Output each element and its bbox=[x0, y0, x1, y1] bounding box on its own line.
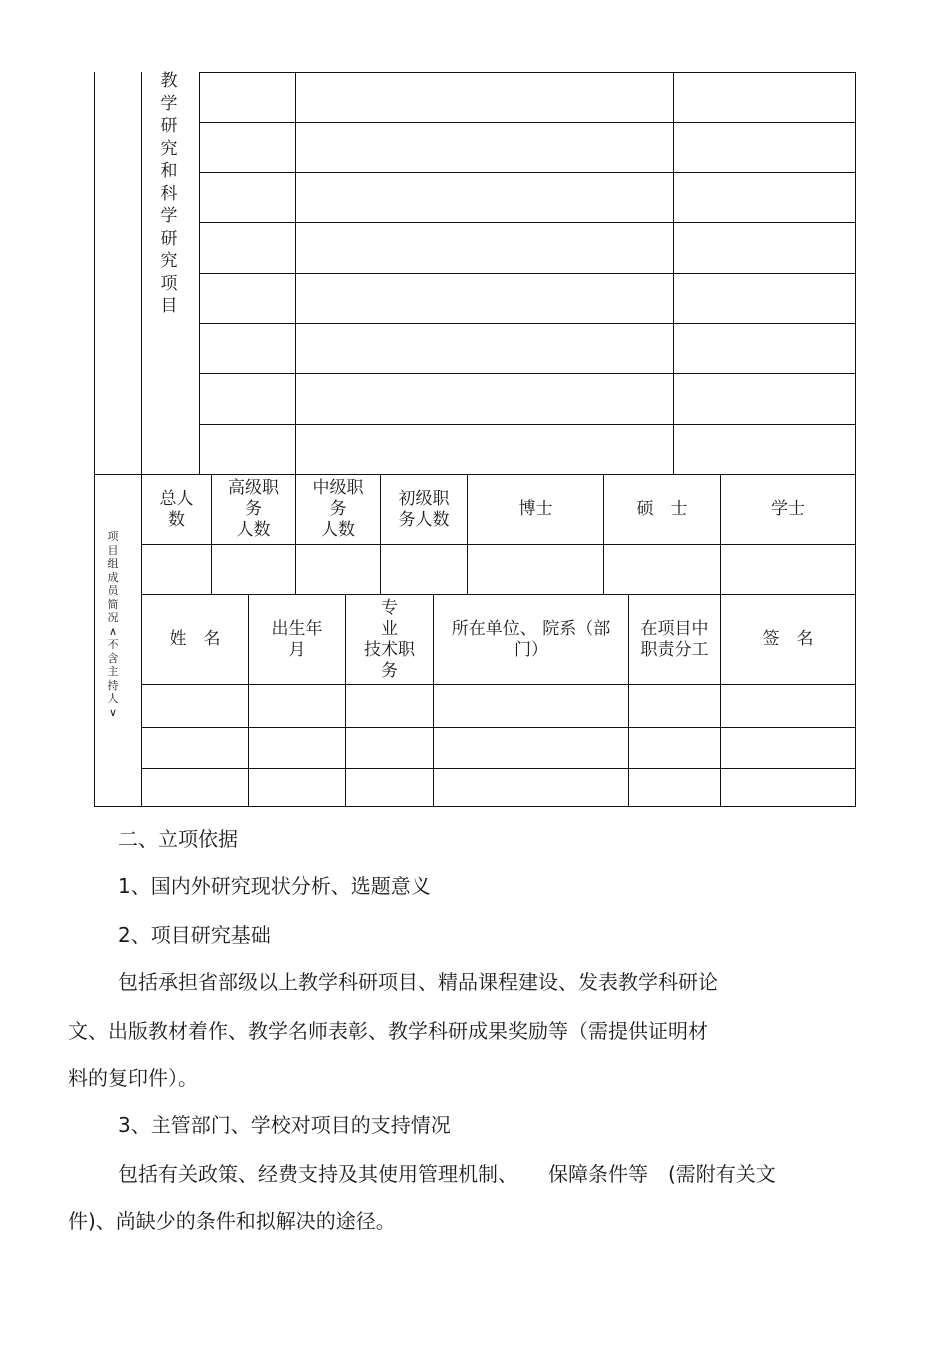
item-2-description-line: 包括承担省部级以上教学科研项目、精品课程建设、发表教学科研论 bbox=[118, 970, 718, 994]
table-row-line bbox=[199, 72, 856, 73]
header-phd: 博士 bbox=[518, 499, 553, 519]
header-total-count: 总人 数 bbox=[159, 488, 194, 530]
section-heading-basis: 二、立项依据 bbox=[118, 827, 238, 851]
table-row-line bbox=[199, 222, 856, 223]
table-right-border bbox=[855, 72, 856, 806]
table-left-border bbox=[94, 72, 95, 806]
item-3-heading: 3、主管部门、学校对项目的支持情况 bbox=[118, 1113, 451, 1137]
table-row-line bbox=[199, 323, 856, 324]
item-2-description-line: 文、出版教材着作、教学名师表彰、教学科研成果奖励等（需提供证明材 bbox=[68, 1019, 708, 1043]
table-row-line bbox=[199, 172, 856, 173]
table-row-line bbox=[199, 273, 856, 274]
item-3-description-line: 包括有关政策、经费支持及其使用管理机制、 保障条件等 (需附有关文 bbox=[118, 1162, 776, 1186]
header-unit-department: 所在单位、 院系（部 门） bbox=[451, 618, 611, 660]
table-row-line bbox=[199, 424, 856, 425]
header-professional-title: 专 业 技术职 务 bbox=[364, 597, 415, 681]
research-projects-label: 教 学 研 究 和 科 学 研 究 项 目 bbox=[160, 71, 178, 316]
header-middle-title-count: 中级职 务 人数 bbox=[312, 478, 364, 540]
header-bachelor: 学士 bbox=[771, 499, 805, 519]
header-member-name: 姓 名 bbox=[169, 629, 221, 649]
header-senior-title-count: 高级职 务 人数 bbox=[228, 478, 279, 540]
item-1-heading: 1、国内外研究现状分析、选题意义 bbox=[118, 874, 431, 898]
table-row-line bbox=[199, 122, 856, 123]
item-3-description-line: 件)、尚缺少的条件和拟解决的途径。 bbox=[68, 1209, 396, 1233]
table-row-line bbox=[141, 768, 856, 769]
table-column-divider bbox=[141, 72, 142, 806]
table-row-line bbox=[141, 727, 856, 728]
team-members-label: 项 目 组 成 员 简 况 ∧ 不 含 主 持 人 ∨ bbox=[107, 530, 119, 719]
header-junior-title-count: 初级职 务人数 bbox=[398, 488, 450, 530]
table-bottom-border bbox=[94, 806, 856, 807]
header-project-role: 在项目中 职责分工 bbox=[640, 618, 709, 660]
table-row-line bbox=[199, 373, 856, 374]
item-2-heading: 2、项目研究基础 bbox=[118, 923, 271, 947]
table-row-line bbox=[141, 544, 856, 545]
item-2-description-line: 料的复印件）。 bbox=[68, 1066, 198, 1090]
header-master: 硕 士 bbox=[636, 499, 688, 519]
header-signature: 签 名 bbox=[762, 629, 814, 649]
header-birth-date: 出生年 月 bbox=[271, 618, 323, 660]
table-row-line bbox=[141, 684, 856, 685]
